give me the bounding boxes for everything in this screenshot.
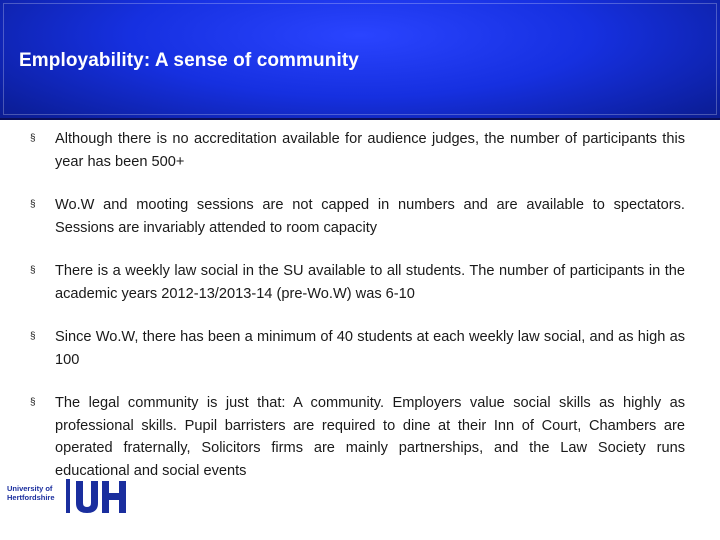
uh-logo-icon: [66, 479, 130, 515]
title-bar: [0, 0, 720, 120]
university-name-line2: Hertfordshire: [7, 493, 55, 502]
bullet-text: Wo.W and mooting sessions are not capped in numbers and are available to spectators. Sessions are invariably attended to room capacity: [55, 197, 685, 236]
bullet-text: Although there is no accreditation available for audience judges, the number of participants this year has been 500+: [55, 131, 685, 170]
list-item: [30, 194, 685, 239]
slide-title: Employability: A sense of community: [19, 50, 359, 71]
list-item: [30, 392, 685, 482]
bullet-list: [30, 128, 685, 503]
bullet-marker: §: [30, 397, 36, 408]
list-item: [30, 326, 685, 371]
list-item: [30, 128, 685, 173]
bullet-marker: §: [30, 199, 36, 210]
university-name-line1: University of: [7, 484, 53, 493]
bullet-text: The legal community is just that: A community. Employers value social skills as highly as professional skills. Pupil barristers are required to dine at their Inn of Court, Chambers are operated fraternally, Solicitors firms are mainly partnerships, and the Law Society runs educational and social events: [55, 395, 685, 479]
logo-letter-u: [76, 481, 98, 513]
bullet-marker: §: [30, 265, 36, 276]
list-item: [30, 260, 685, 305]
bullet-text: There is a weekly law social in the SU available to all students. The number of participants in the academic years 2012-13/2013-14 (pre-Wo.W) was 6-10: [55, 263, 685, 302]
bullet-marker: §: [30, 133, 36, 144]
bullet-marker: §: [30, 331, 36, 342]
university-logo: [0, 476, 132, 520]
university-name: [7, 484, 67, 502]
bullet-text: Since Wo.W, there has been a minimum of 40 students at each weekly law social, and as high as 100: [55, 329, 685, 368]
logo-letter-h: [102, 481, 126, 513]
logo-divider-bar: [66, 479, 70, 513]
